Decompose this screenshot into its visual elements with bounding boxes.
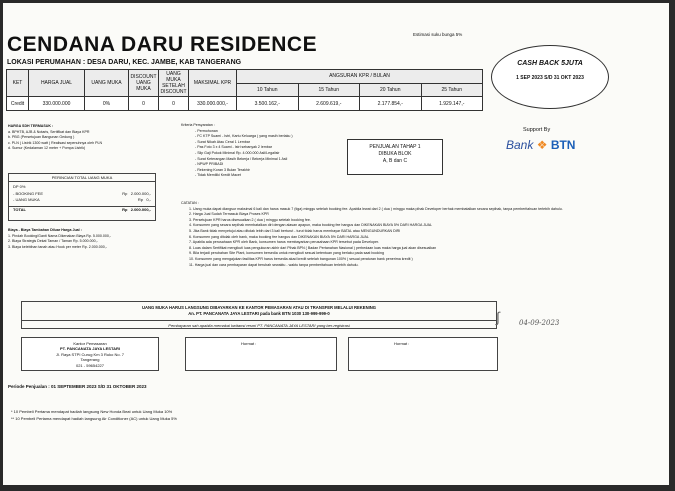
list-item: 6. Konsumen yang ditolak oleh bank, maka booking fee hangus dan DIKENAKAN BIAYA 5% DARI HARGA JUAL xyxy=(189,234,369,239)
location-text: LOKASI PERUMAHAN : DESA DARU, KEC. JAMBE, KAB TANGERANG xyxy=(7,59,242,66)
th-tenor-15: 15 Tahun xyxy=(298,83,360,97)
phase-line-3: A, B dan C xyxy=(382,158,408,164)
sign-label-right: Hormat : xyxy=(394,341,410,346)
list-item: b. PBG (Persetujuan Bangunan Gedung ) xyxy=(8,135,75,140)
payment-line-1: UANG MUKA HARUS LANGSUNG DIBAYARKAN KE KANTOR PEMASARAN ATAU DI TRANSFER MELALUI REKENING xyxy=(141,305,377,310)
interest-estimate: Estimasi suku bunga 5% xyxy=(413,32,463,37)
list-item: 3. Persetujuan KPR harus disesuaikan 2 ( dua ) minggu setelah booking fee. xyxy=(189,217,311,222)
table-cell: 0 xyxy=(129,97,159,111)
price-table xyxy=(6,69,483,111)
additional-title: Biaya - Biaya Tambahan Diluar Harga Jual : xyxy=(8,228,82,232)
list-item: 1. Uang muka dapat diangsur maksimal 6 kali dan harus masuk 7 (tiga) minggu setelah booking fee. Apabila lewat dari 2 ( dua ) minggu maka pihak Developer berhak membatalkan secara sepihak, tanpa pemberitahuan terlebih dahulu. xyxy=(189,206,563,211)
notes-section xyxy=(181,201,661,268)
list-item: - Permohonan xyxy=(195,128,218,133)
sign-label-left: Hormat : xyxy=(241,341,257,346)
bonus-notes xyxy=(11,408,177,422)
marketing-office-card xyxy=(21,337,159,371)
signature-date: 04-09-2023 xyxy=(519,319,560,327)
th-tenor-25: 25 Tahun xyxy=(421,83,483,97)
th-angsuran: ANGSURAN KPR / BULAN xyxy=(237,70,483,84)
list-item: - FC KTP Suami - Istri, Kartu Keluarga ( yang masih berlaku ) xyxy=(195,134,293,139)
cashback-title: CASH BACK 5JUTA xyxy=(517,60,583,67)
list-item: * 10 Pembeli Pertama mendapat hadiah langsung New Honda Beat untuk Uang Muka 10% xyxy=(11,409,173,414)
dp-box-title: PERINCIAN TOTAL UANG MUKA xyxy=(9,174,155,182)
th-uang-muka: UANG MUKA xyxy=(85,70,129,97)
cashback-dates: 1 SEP 2023 S/D 31 OKT 2023 xyxy=(516,75,584,81)
support-label: Support By xyxy=(523,127,551,133)
list-item: 9. Bila terjadi perubahan Site Plant, konsumen bersedia untuk mengikuti sesuai ketentuan yang berlaku pada saat booking xyxy=(189,251,384,256)
sign-box-left xyxy=(185,337,337,371)
list-item: a. BPHTB, AJB & Notaris, Sertifikat dan Biaya KPR xyxy=(8,129,90,134)
list-item: - Slip Gaji Pokok Minimal Rp. 4.000.000 Asli/Legalisir xyxy=(195,150,280,155)
table-cell: 330.000.000 xyxy=(29,97,85,111)
list-item: 10. Konsumen yang mengajukan fasilitas KPR harus bersedia akad kredit setelah bangunan 100% ( sesuai peraturan bank penerima kredit ) xyxy=(189,256,413,261)
phase-line-1: PENJUALAN TAHAP 1 xyxy=(369,144,421,150)
included-costs xyxy=(8,124,168,152)
list-item: - Rekening Koran 3 Bulan Terakhir xyxy=(195,167,250,172)
list-item: 7. Apabila ada perusahaan KPR oleh Bank, konsumen harus membayarkan perusahaan KPR tersebut pada Developer. xyxy=(189,240,379,245)
office-title: Kantor Pemasaran xyxy=(73,341,107,346)
list-item: 8. Luas dalam Sertifikat mengikuti luas pengukuran akhir dari Pihak BPN ( Badan Pertanahan Nasional ) perbedaan luas maka harga jual akan disesuaikan xyxy=(189,245,437,250)
table-cell: 330.000.000,- xyxy=(189,97,237,111)
list-item: - Surat Keterangan Masih Bekerja / Bekerja Minimal 1 Asli xyxy=(195,156,288,161)
payment-instructions xyxy=(21,301,497,329)
list-item: - Tidak Memiliki Kredit Macet xyxy=(195,173,241,178)
phase-line-2: DIBUKA BLOK xyxy=(378,151,412,157)
list-item: c. PLN ( Listrik 1300 watt ) Realisasi sepenuhnya oleh PLN xyxy=(8,140,103,145)
table-cell: 0% xyxy=(85,97,129,111)
office-city: Tangerang xyxy=(80,357,100,363)
table-cell: Credit xyxy=(7,97,29,111)
list-item: 2. Harga Jual Sudah Termasuk Biaya Proses KPR xyxy=(189,212,269,217)
dp-total-row: TOTAL Rp 2.000.000,- xyxy=(9,206,155,213)
list-item: d. Sumur (Kedalaman 12 meter + Pompa Listrik) xyxy=(8,146,86,151)
brochure-page xyxy=(3,3,669,485)
th-tenor-20: 20 Tahun xyxy=(360,83,422,97)
office-phone: 021 - 59654227 xyxy=(75,362,105,368)
th-ket: KET xyxy=(7,70,29,97)
dp-label: DP 0% xyxy=(13,184,26,189)
payment-line-3: Pembayaran sah apabila memakai kwitansi resmi PT. PANCANATA JAYA LESTARI yang ber-registrasi xyxy=(22,320,496,328)
list-item: - UANG MUKA Rp 0,- xyxy=(13,197,151,202)
office-company: PT. PANCANATA JAYA LESTARI xyxy=(59,346,120,352)
th-harga: HARGA JUAL xyxy=(29,70,85,97)
th-maks-kpr: MAKSIMAL KPR xyxy=(189,70,237,97)
payment-line-2: An. PT. PANCANATA JAYA LESTARI pada bank BTN 1030 130-999-999-0 xyxy=(188,311,330,316)
list-item: ** 10 Pembeli Pertama mendapat hadiah langsung Air Conditioner (AC) untuk Uang Muka 5% xyxy=(11,416,177,421)
down-payment-box xyxy=(8,173,156,221)
bank-logo xyxy=(506,138,575,152)
table-cell: 3.500.162,- xyxy=(237,97,299,111)
list-item: 4. Konsumen yang secara sepihak membatalkan diri dengan alasan apapun, maka booking fee hangus dan DIKENAKAN BIAYA 5% DARI HARGA JUAL xyxy=(189,223,432,228)
cashback-bubble xyxy=(491,45,609,109)
sign-box-right xyxy=(348,337,498,371)
table-cell: 1.929.147,- xyxy=(421,97,483,111)
table-cell: 0 xyxy=(159,97,189,111)
bank-prefix: Bank xyxy=(506,138,534,152)
page-title: CENDANA DARU RESIDENCE xyxy=(7,33,318,56)
list-item: - Pas Foto 3 x 4 Suami - Istri sebanyak 2 lembar xyxy=(195,145,272,150)
bank-name: BTN xyxy=(550,138,576,152)
list-item: 2. Biaya Strategis Dekat Taman / Taman Rp. 5.000.000,- xyxy=(8,239,98,244)
th-um-setelah: UANG MUKA SETELAH DISCOUNT xyxy=(160,71,187,95)
list-item: - Surat Nikah Atau Cerai 1 Lembar xyxy=(195,139,250,144)
sales-period: Periode Penjualan : 01 SEPTEMBER 2023 S/D 31 OKTOBER 2023 xyxy=(8,384,147,389)
notes-title: CATATAN : xyxy=(181,201,199,205)
th-tenor-10: 10 Tahun xyxy=(237,83,299,97)
signature-mark: ∫ xyxy=(496,309,500,325)
table-cell: 2.177.854,- xyxy=(360,97,422,111)
list-item: 1. Pindah Booking/Ganti Nama Dikenakan Biaya Rp. 5.000.000,- xyxy=(8,233,112,238)
list-item: 11. Harga jual dan cara pembayaran dapat berubah sewaktu - waktu tanpa pemberitahuan terlebih dahulu. xyxy=(189,262,359,267)
requirements xyxy=(181,123,341,179)
table-cell: 2.609.619,- xyxy=(298,97,360,111)
table-row xyxy=(7,97,483,111)
th-discount: DISCOUNT UANG MUKA xyxy=(129,70,159,97)
list-item: 3. Biaya kelebihan tanah atau Hook per meter Rp. 2.000.000,- xyxy=(8,244,107,249)
list-item: - NPWP PRIBADI xyxy=(195,162,224,167)
sales-phase-box xyxy=(347,139,443,175)
requirements-title: Kriteria Persyaratan : xyxy=(181,123,215,127)
office-address: Jl. Raya STPI Curug Km 3 Ruko No. 7 xyxy=(55,351,125,357)
list-item: - BOOKING FEE Rp 2.000.000,- xyxy=(13,190,151,196)
bank-logo-icon: ❖ xyxy=(536,138,548,152)
list-item: 5. Jika Bank tidak menyetujui atau ditolak lebih dari 3 kali berturut - turut tidak harus membayar BATAL atau MENGUNDURKAN DIRI xyxy=(189,228,401,233)
additional-costs xyxy=(8,228,158,250)
included-title: HARGA SDH TERMASUK : xyxy=(8,124,54,128)
